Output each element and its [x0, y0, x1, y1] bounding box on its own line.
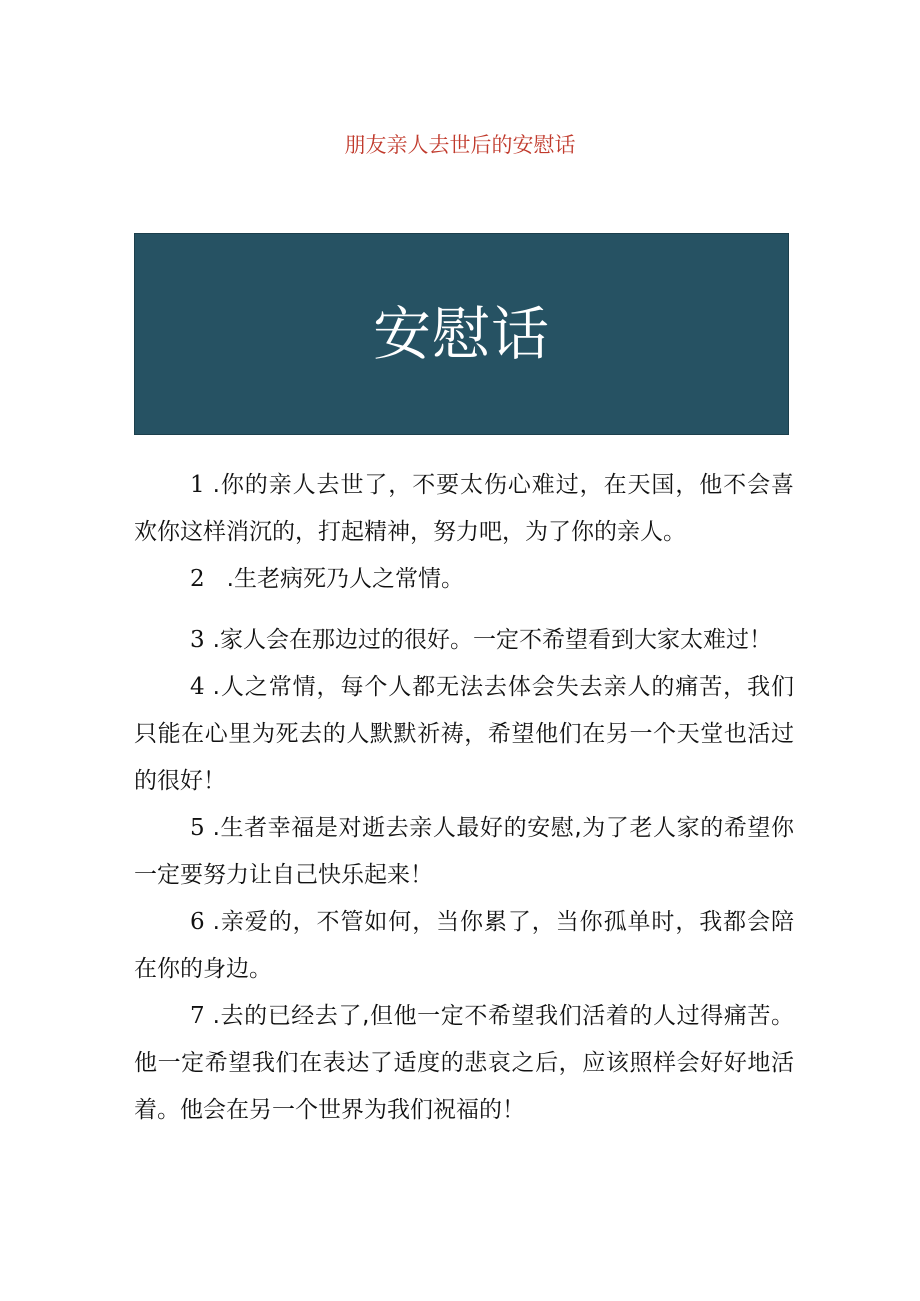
- list-item: [134, 556, 794, 603]
- list-item: [134, 993, 794, 1134]
- item-number: 1: [190, 472, 205, 498]
- item-text: .你的亲人去世了，不要太伤心难过，在天国，他不会喜欢你这样消沉的，打起精神，努力吧，为了你的亲人。: [134, 472, 794, 545]
- title-banner: [134, 233, 789, 435]
- item-number: 6: [190, 909, 205, 935]
- item-number: 2: [190, 566, 205, 592]
- document-title: 朋友亲人去世后的安慰话: [344, 133, 576, 157]
- item-text: .生老病死乃人之常情。: [226, 566, 464, 592]
- list-item: [134, 805, 794, 899]
- item-text: .亲爱的，不管如何，当你累了，当你孤单时，我都会陪在你的身边。: [134, 909, 794, 982]
- banner-heading: 安慰话: [372, 300, 550, 368]
- item-text: .人之常情，每个人都无法去体会失去亲人的痛苦，我们只能在心里为死去的人默默祈祷，希望他们在另一个天堂也活过的很好！: [134, 674, 794, 794]
- list-item: [134, 664, 794, 805]
- item-text: .去的已经去了,但他一定不希望我们活着的人过得痛苦。他一定希望我们在表达了适度的悲哀之后，应该照样会好好地活着。他会在另一个世界为我们祝福的！: [134, 1003, 794, 1123]
- item-number: 5: [190, 815, 205, 841]
- item-number: 7: [190, 1003, 205, 1029]
- list-item: [134, 899, 794, 993]
- document-body: [134, 462, 794, 1134]
- item-text: .生者幸福是对逝去亲人最好的安慰,为了老人家的希望你一定要努力让自己快乐起来！: [134, 815, 794, 888]
- item-text: .家人会在那边过的很好。一定不希望看到大家太难过！: [212, 627, 772, 653]
- item-number: 4: [190, 674, 205, 700]
- list-item: [134, 462, 794, 556]
- item-number: 3: [190, 627, 205, 653]
- list-item: [134, 617, 794, 664]
